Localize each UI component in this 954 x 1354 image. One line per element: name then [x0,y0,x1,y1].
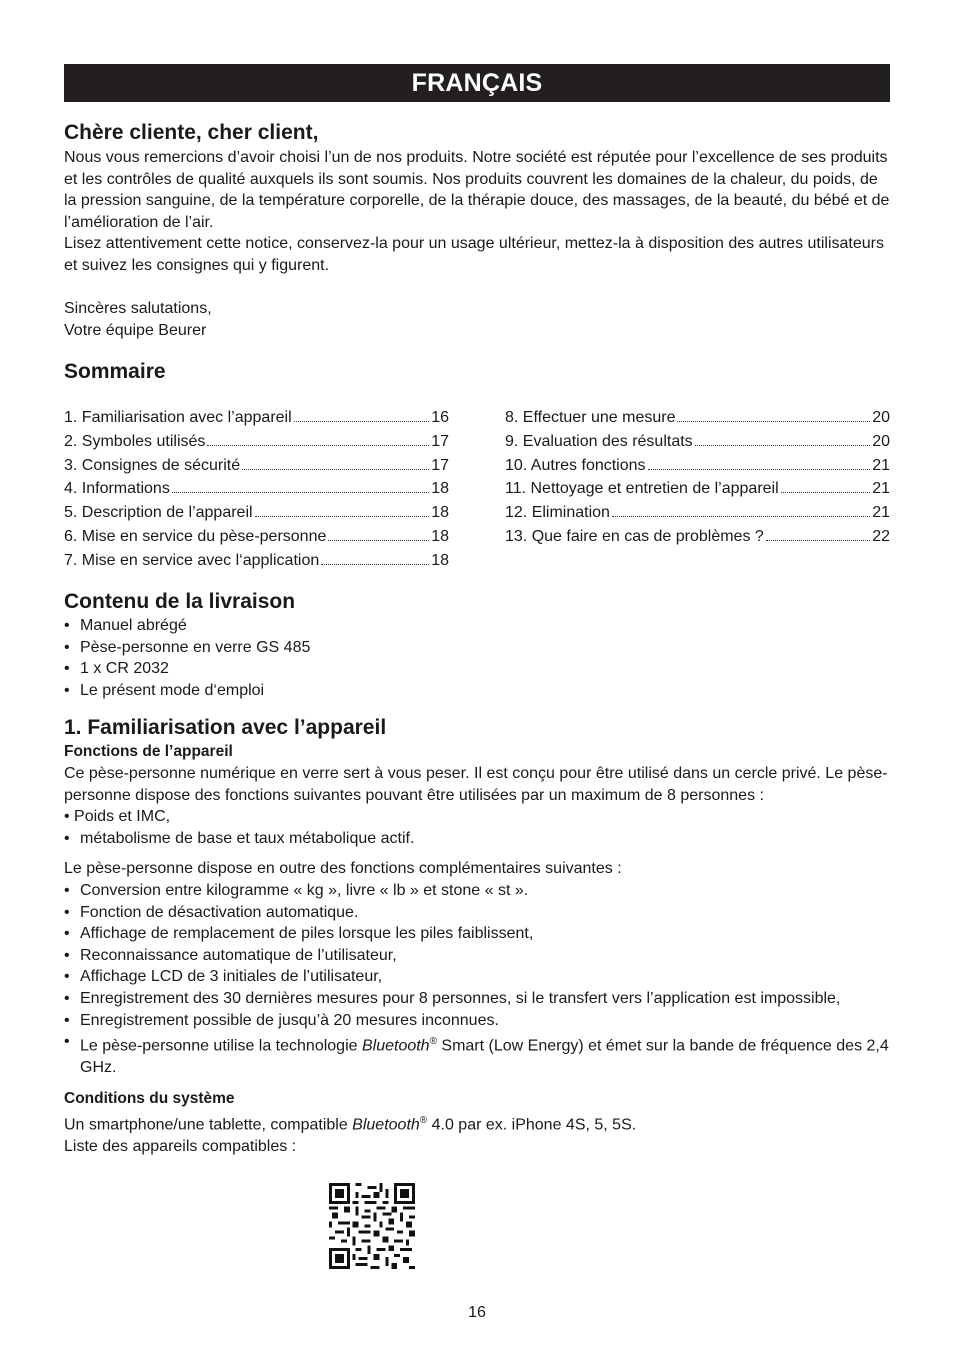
toc-entry[interactable] [64,430,449,454]
toc-leader [677,421,870,422]
toc-entry-page: 21 [872,456,890,474]
toc-left-column [64,406,449,573]
toc-entry-page: 21 [872,480,890,498]
system-subtitle: Conditions du système [64,1089,235,1107]
toc-entry-label: 9. Evaluation des résultats [505,432,693,450]
toc-entry-page: 16 [431,409,449,426]
toc-leader [321,564,429,565]
toc-entry-page: 20 [872,432,890,450]
toc-entry[interactable] [64,406,449,430]
toc-entry-page: 18 [431,527,449,545]
intro-paragraph-1: Nous vous remercions d’avoir choisi l’un de nos produits. Notre société est réputée pour l’excellence de ses produits et les contrôles de qualité auxquels ils sont soumis. Nos produits couvrent les domaines de la chaleur, du poids, de la pression sanguine, de la température corporelle, de la thérapie douce, des massages, de la beauté, du bébé et de l’amélioration de l’air. [64,149,890,231]
extra-intro: Le pèse-personne dispose en outre des fonctions complémentaires suivantes : [64,860,622,878]
toc-leader [294,421,430,422]
list-item: • Enregistrement des 30 dernières mesures pour 8 personnes, si le transfert vers l’application est impossible, [64,989,841,1007]
toc-entry-label: 4. Informations [64,480,170,498]
section-title: 1. Familiarisation avec l’appareil [64,716,387,739]
toc-leader [255,516,430,517]
list-item: • Affichage LCD de 3 initiales de l’utilisateur, [64,968,383,986]
closing-line-1: Sincères salutations, [64,300,212,318]
toc-entry-page: 18 [431,504,449,522]
toc-entry-label: 10. Autres fonctions [505,456,646,474]
toc-leader [695,445,871,446]
list-item: • Pèse-personne en verre GS 485 [64,638,311,656]
system-requirements: Un smartphone/une tablette, compatible Bluetooth® 4.0 par ex. iPhone 4S, 5, 5S. [64,1114,637,1133]
toc-entry-label: 6. Mise en service du pèse-personne [64,527,327,545]
toc-entry[interactable] [505,501,890,525]
toc-title: Sommaire [64,360,166,383]
toc-leader [242,469,429,470]
toc-entry[interactable] [64,501,449,525]
toc-entry[interactable] [505,406,890,430]
list-item: • Enregistrement possible de jusqu’à 20 mesures inconnues. [64,1011,499,1029]
toc-leader [612,516,870,517]
language-banner [64,64,890,102]
delivery-title: Contenu de la livraison [64,590,296,613]
toc-entry-label: 2. Symboles utilisés [64,432,206,450]
toc-entry-page: 18 [431,551,449,569]
toc-entry-label: 5. Description de l’appareil [64,504,253,522]
compatible-list-label: Liste des appareils compatibles : [64,1137,297,1155]
functions-item: • Poids et IMC, [64,808,171,826]
list-item: • Conversion entre kilogramme « kg », livre « lb » et stone « st ». [64,881,529,899]
list-item: • Fonction de désactivation automatique. [64,903,359,921]
toc-entry-label: 8. Effectuer une mesure [505,409,676,426]
toc-entry[interactable] [64,454,449,478]
toc-leader [207,445,429,446]
qr-code-icon[interactable] [329,1183,415,1269]
toc-entry-page: 17 [431,456,449,474]
functions-list [64,828,890,850]
toc-entry[interactable] [505,477,890,501]
intro-paragraph-2: Lisez attentivement cette notice, conservez-la pour un usage ultérieur, mettez-la à disposition des autres utilisateurs et suivez les consignes qui y figurent. [64,235,884,274]
toc-entry[interactable] [505,525,890,549]
toc-leader [781,492,871,493]
toc-entry-label: 12. Elimination [505,504,610,522]
toc-right-column [505,406,890,573]
page-number: 16 [468,1304,486,1321]
toc-entry-label: 7. Mise en service avec l‘application [64,551,320,569]
list-item: • Le pèse-personne utilise la technologie Bluetooth® Smart (Low Energy) et émet sur la bande de fréquence des 2,4 GHz. [64,1033,889,1077]
toc-entry-label: 11. Nettoyage et entretien de l’appareil [505,480,779,498]
toc-entry-page: 18 [431,480,449,498]
toc-entry[interactable] [505,430,890,454]
functions-intro: Ce pèse-personne numérique en verre sert à vous peser. Il est conçu pour être utilisé dans un cercle privé. Le pèse-personne dispose des fonctions suivantes pouvant être utilisées par un maximum de 8 personnes : [64,765,888,804]
delivery-list [64,615,890,701]
toc-entry-page: 22 [872,527,890,545]
list-item: • 1 x CR 2032 [64,660,169,678]
list-item: • Reconnaissance automatique de l’utilisateur, [64,946,397,964]
toc-leader [328,540,429,541]
toc-entry-page: 21 [872,504,890,522]
list-item: • métabolisme de base et taux métabolique actif. [64,829,415,847]
toc-entry-page: 17 [431,432,449,450]
toc-entry-label: 1. Familiarisation avec l’appareil [64,409,292,426]
list-item: • Manuel abrégé [64,617,187,634]
delivery-section [64,589,890,701]
functions-subtitle: Fonctions de l’appareil [64,743,233,760]
toc-entry-page: 20 [872,409,890,426]
toc-entry[interactable] [64,525,449,549]
toc-entry[interactable] [505,454,890,478]
toc-leader [172,492,429,493]
extra-functions-list [64,880,890,1079]
language-title: FRANÇAIS [411,68,543,97]
toc-entry-label: 13. Que faire en cas de problèmes ? [505,527,764,545]
section-familiarisation [64,715,890,1157]
list-item: • Affichage de remplacement de piles lorsque les piles faiblissent, [64,925,534,943]
intro-section [64,120,890,341]
toc-leader [648,469,871,470]
page [64,64,890,1155]
toc-entry[interactable] [64,477,449,501]
closing-line-2: Votre équipe Beurer [64,321,207,339]
list-item: • Le présent mode d‘emploi [64,681,265,699]
toc-entry[interactable] [64,549,449,573]
toc-entry-label: 3. Consignes de sécurité [64,456,241,474]
toc-leader [766,540,870,541]
intro-title: Chère cliente, cher client, [64,121,319,144]
table-of-contents [64,406,890,573]
